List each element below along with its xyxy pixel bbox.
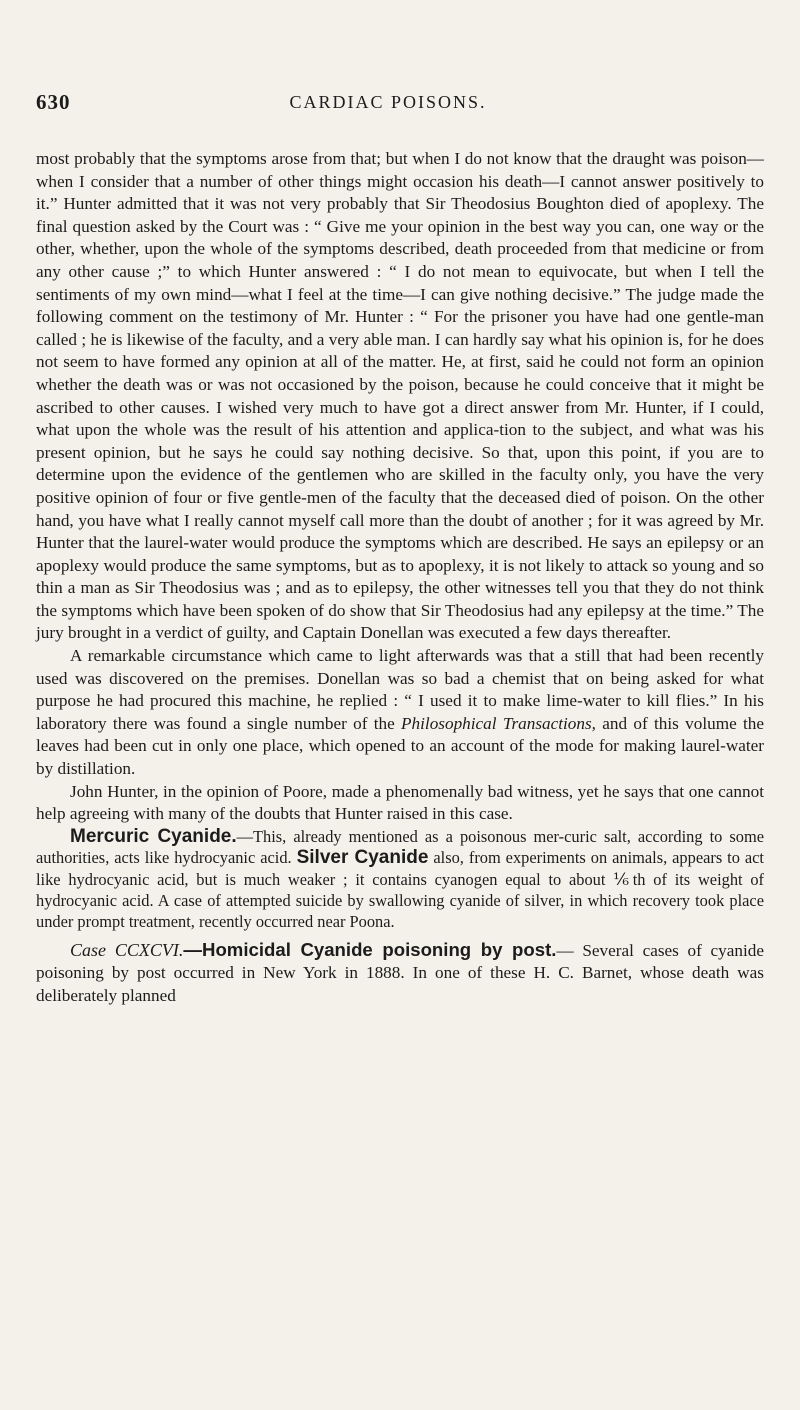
section-heading-mercuric-cyanide: Mercuric Cyanide. [70, 825, 237, 847]
paragraph-case [36, 939, 764, 1008]
page-header [36, 90, 740, 120]
case-label: Case CCXCVI. [70, 939, 184, 960]
paragraph-poore-opinion: John Hunter, in the opinion of Poore, made a phenomenally bad witness, yet he says that one cannot help agreeing with many of the doubts that Hunter raised in this case. [36, 781, 764, 824]
paragraph-hunter-testimony: most probably that the symptoms arose from that; but when I do not know that the draught was poison—when I consider that a number of other things might occasion his death—I cannot answer positively to it.” Hunter admitted that it was not very probably that Sir Theodosius Boughton died of apoplexy. The final question asked by the Court was : “ Give me your opinion in the best way you can, one way or the other, whether, upon the whole of the symptoms described, death proceeded from that medicine or from any other cause ;” to which Hunter answered : “ I do not mean to equivocate, but when I tell the sentiments of my own mind—what I feel at the time—I can give nothing decisive.” The judge made the following comment on the testimony of Mr. Hunter : “ For the prisoner you have had one gentle-man called ; he is likewise of the faculty, and a very able man. I can hardly say what his opinion is, for he does not seem to have formed any opinion at all of the matter. He, at first, said he could not form an opinion whether the death was or was not occasioned by the poison, because he could conceive that it might be ascribed to other causes. I wished very much to have got a direct answer from Mr. Hunter, if I could, what upon the whole was the result of his attention and applica-tion to the subject, and what was his present opinion, but he says he could say nothing decisive. So that, upon this point, if you are to determine upon the evidence of the gentlemen who are skilled in the faculty only, you have the very positive opinion of four or five gentle-men of the faculty that the deceased died of poison. On the other hand, you have what I really cannot myself call more than the doubt of another ; for it was agreed by Mr. Hunter that the laurel-water would produce the symptoms which are described. He says an epilepsy or an apoplexy would produce the same symptoms, but as to apoplexy, it is not likely to attack so young and so thin a man as Sir Theodosius was ; and as to epilepsy, the other witnesses tell you that they do not think the symptoms which have been spoken of do show that Sir Theodosius had any epilepsy at the time.” The jury brought in a verdict of guilty, and Captain Donellan was executed a few days thereafter. [36, 149, 764, 643]
paragraph-text: A remarkable circumstance which came to light afterwards was that a still that had been recently used was discovered on the premises. Donellan was so bad a chemist that on being asked for what purpose he had procured this machine, he replied : “ I used it to make lime-water to kill flies.” In his laboratory there was found a single number of the [36, 646, 764, 733]
mercuric-text: —This, already mentioned as a poisonous mer-curic salt, according to some authorities, acts like hydrocyanic acid. [36, 826, 764, 868]
paragraph-remarkable-circumstance [36, 645, 764, 781]
page-body [36, 148, 764, 1008]
case-title: —Homicidal Cyanide poisoning by post. [183, 938, 557, 960]
paragraph-text-end: and of this volume the leaves had been cut in only one place, which opened to an account of the mode for making laurel-water by distillation. [36, 713, 764, 779]
paragraph-mercuric-cyanide [36, 826, 764, 933]
silver-text: also, from experiments on animals, appears to act like hydrocyanic acid, but is much weaker ; it contains cyanogen equal to about ⅙th of its weight of hydrocyanic acid. A case of attempted suicide by swallowing cyanide of silver, in which recovery took place under prompt treatment, recently occurred near Poona. [36, 848, 764, 932]
running-title: CARDIAC POISONS. [289, 92, 487, 112]
journal-title: Philosophical Transactions, [401, 713, 596, 733]
case-text: — Several cases of cyanide poisoning by post occurred in New York in 1888. In one of these H. C. Barnet, whose death was deliberately planned [36, 940, 764, 1006]
section-heading-silver-cyanide: Silver Cyanide [296, 847, 429, 869]
page-number: 630 [36, 90, 71, 114]
